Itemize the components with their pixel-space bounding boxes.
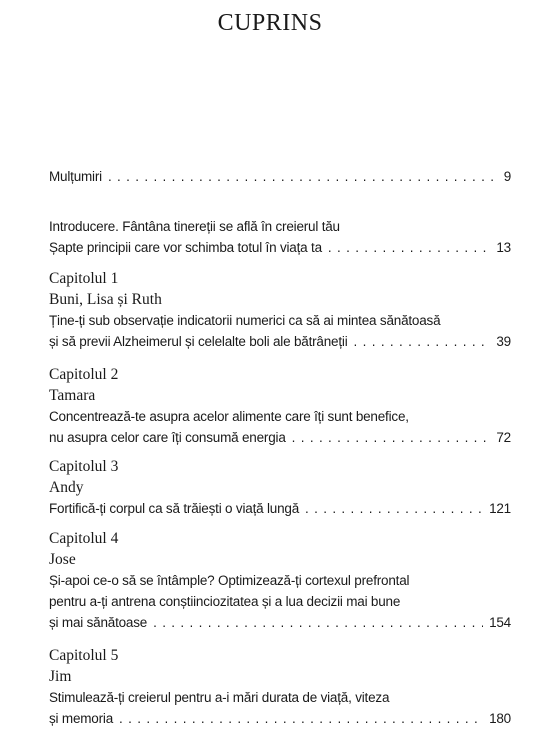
dot-leader [153,612,483,633]
toc-line [49,166,511,187]
entry-subtitle: Șapte principii care vor schimba totul în viața ta [49,240,322,255]
chapter-subtitle-line: nu asupra celor care îți consumă energia [49,430,286,445]
toc-line [49,708,511,729]
toc-entry-chapter-3 [49,456,511,519]
chapter-subtitle-line: și memoria [49,711,114,726]
toc-entry-acknowledgements [49,166,511,187]
page-title: CUPRINS [217,10,323,36]
chapter-name: Andy [49,479,84,496]
dot-leader [108,166,498,187]
page-number: 72 [496,430,511,445]
chapter-name: Buni, Lisa și Ruth [49,291,162,308]
chapter-subtitle-line: Și-apoi ce-o să se întâmple? Optimizează-ți cortexul prefrontal [49,573,410,588]
chapter-subtitle-line: Stimulează-ți creierul pentru a-i mări durata de viață, viteza [49,690,390,705]
chapter-subtitle-line: Ține-ți sub observație indicatorii numerici ca să ai mintea sănătoasă [49,313,441,328]
toc-line [49,331,511,352]
page-number: 121 [489,501,511,516]
chapter-label: Capitolul 3 [49,458,119,475]
toc-entry-chapter-5 [49,645,511,729]
chapter-subtitle-line: Fortifică-ți corpul ca să trăiești o viață lungă [49,501,300,516]
entry-title: Mulțumiri [49,169,102,184]
toc-line [49,427,511,448]
page-number: 154 [489,615,511,630]
dot-leader [328,237,490,258]
page-number: 39 [496,334,511,349]
toc-line [49,498,511,519]
dot-leader [119,708,483,729]
page-number: 9 [503,169,511,184]
chapter-label: Capitolul 2 [49,366,119,383]
toc-line [49,612,511,633]
chapter-name: Jim [49,668,72,685]
chapter-subtitle-line: Concentrează-te asupra acelor alimente care îți sunt benefice, [49,409,409,424]
toc-line [49,237,511,258]
chapter-subtitle-line: pentru a-ți antrena conștiinciozitatea și a lua decizii mai bune [49,594,401,609]
chapter-subtitle-line: și să previi Alzheimerul și celelalte boli ale bătrâneții [49,334,348,349]
toc-entry-introduction [49,216,511,258]
chapter-name: Tamara [49,387,96,404]
page-number: 13 [496,240,511,255]
toc-entry-chapter-1 [49,268,511,352]
chapter-label: Capitolul 4 [49,530,119,547]
chapter-name: Jose [49,551,76,568]
chapter-label: Capitolul 1 [49,270,119,287]
dot-leader [305,498,483,519]
dot-leader [354,331,491,352]
chapter-subtitle-line: și mai sănătoase [49,615,148,630]
toc-entry-chapter-4 [49,528,511,633]
dot-leader [292,427,491,448]
toc-entry-chapter-2 [49,364,511,448]
entry-heading: Introducere. Fântâna tinereții se află în creierul tău [49,219,340,234]
chapter-label: Capitolul 5 [49,647,119,664]
page-number: 180 [489,711,511,726]
